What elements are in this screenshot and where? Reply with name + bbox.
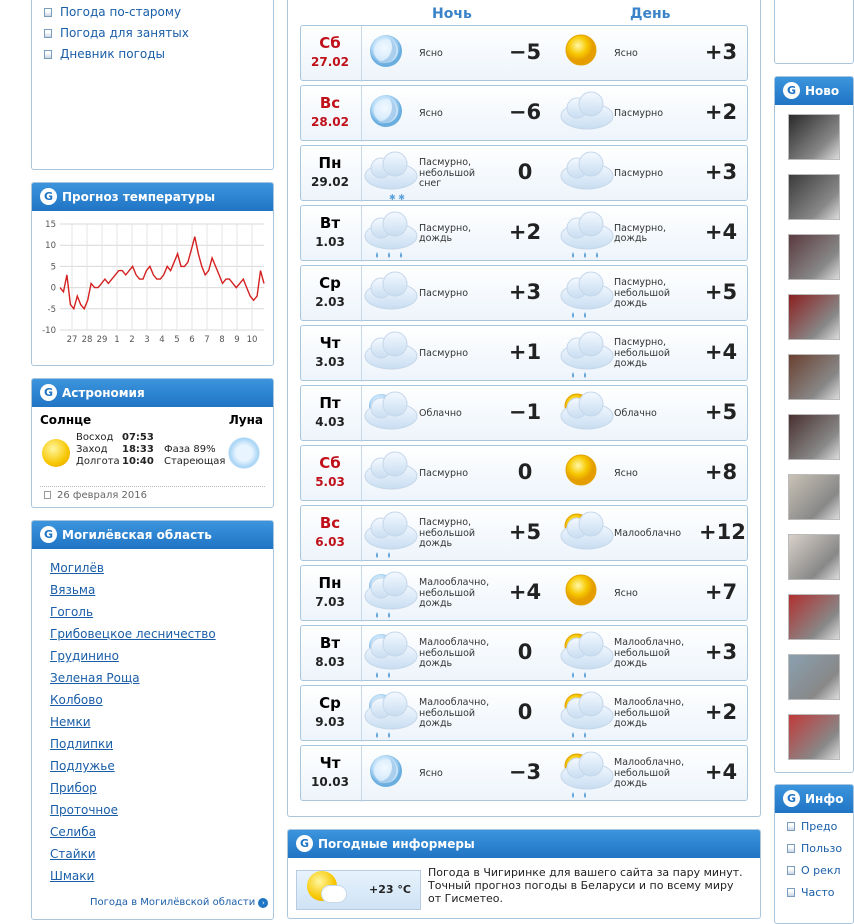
x-tick-label: 2 bbox=[129, 335, 135, 345]
region-link[interactable]: Шмаки bbox=[50, 869, 95, 883]
region-panel bbox=[31, 520, 274, 920]
night-description-text: Ясно bbox=[419, 107, 443, 119]
day-header: День bbox=[630, 6, 671, 22]
sunset-label: Заход bbox=[76, 444, 108, 455]
panel-title: Ново bbox=[805, 84, 840, 98]
night-weather-icon bbox=[359, 570, 421, 618]
day-description bbox=[614, 92, 694, 136]
day-description-text: Пасмурно, небольшой дождь bbox=[614, 337, 671, 370]
list-bullet-icon bbox=[787, 866, 795, 875]
day-description-text: Пасмурно, дождь bbox=[614, 222, 667, 244]
night-temperature: −5 bbox=[508, 40, 542, 64]
night-weather-icon bbox=[359, 150, 421, 202]
day-weather-icon bbox=[555, 570, 617, 618]
day-description bbox=[614, 212, 694, 256]
list-bullet-icon bbox=[44, 29, 52, 38]
list-bullet-icon bbox=[787, 844, 795, 853]
region-link[interactable]: Гоголь bbox=[50, 605, 94, 619]
night-weather-icon bbox=[359, 270, 421, 318]
x-tick-label: 5 bbox=[174, 335, 180, 345]
day-description-text: Малооблачно, небольшой дождь bbox=[614, 757, 685, 790]
night-weather-icon bbox=[359, 390, 421, 438]
region-link[interactable]: Немки bbox=[50, 715, 91, 729]
panel-title: Инфо bbox=[805, 792, 844, 806]
region-link[interactable]: Грудинино bbox=[50, 649, 119, 663]
weekday: Пт bbox=[319, 394, 341, 412]
news-thumbnail[interactable] bbox=[788, 354, 840, 400]
weekday: Вт bbox=[319, 634, 341, 652]
sunset-time: 18:33 bbox=[122, 444, 154, 455]
night-description bbox=[419, 152, 499, 196]
region-link[interactable]: Колбово bbox=[50, 693, 103, 707]
moon-label: Луна bbox=[228, 413, 263, 427]
moon-phase-name: Стареющая bbox=[164, 456, 226, 467]
forecast-row[interactable] bbox=[300, 25, 748, 81]
region-link[interactable]: Вязьма bbox=[50, 583, 96, 597]
news-thumbnail[interactable] bbox=[788, 114, 840, 160]
date: 3.03 bbox=[315, 355, 345, 369]
moon-icon bbox=[228, 437, 260, 469]
night-temperature: 0 bbox=[517, 700, 533, 724]
y-tick-label: -10 bbox=[42, 326, 56, 336]
weekday: Сб bbox=[319, 454, 341, 472]
date: 10.03 bbox=[311, 775, 349, 789]
top-link-item[interactable] bbox=[44, 5, 273, 26]
y-tick-label: 10 bbox=[45, 241, 56, 252]
night-description-text: Пасмурно bbox=[419, 347, 469, 359]
cloud-icon bbox=[321, 885, 347, 903]
weekday: Сб bbox=[319, 34, 341, 52]
arrow-circle-icon: › bbox=[258, 898, 268, 908]
date: 4.03 bbox=[315, 415, 345, 429]
night-weather-icon bbox=[359, 750, 421, 798]
day-temperature: +3 bbox=[704, 640, 738, 664]
divider bbox=[40, 486, 265, 487]
night-description bbox=[419, 332, 499, 376]
panel-header bbox=[32, 379, 273, 407]
x-tick-label: 4 bbox=[159, 335, 165, 345]
sun-label: Солнце bbox=[40, 413, 92, 427]
night-temperature: −6 bbox=[508, 100, 542, 124]
info-link-label: Часто bbox=[801, 886, 835, 899]
day-weather-icon bbox=[555, 450, 617, 498]
top-link-item[interactable] bbox=[44, 26, 273, 47]
top-link-label: Дневник погоды bbox=[60, 47, 165, 61]
weekday: Вс bbox=[319, 514, 341, 532]
y-tick-label: 0 bbox=[50, 283, 56, 294]
top-link-label: Погода по-старому bbox=[60, 5, 182, 19]
day-temperature: +4 bbox=[704, 760, 738, 784]
day-temperature: +2 bbox=[704, 700, 738, 724]
night-description bbox=[419, 752, 499, 796]
news-thumbnail[interactable] bbox=[788, 594, 840, 640]
day-description bbox=[614, 332, 694, 376]
night-temperature: +3 bbox=[508, 280, 542, 304]
info-link-label: Пользо bbox=[801, 842, 843, 855]
day-length-label: Долгота bbox=[76, 456, 120, 467]
day-description-text: Пасмурно bbox=[614, 167, 664, 179]
x-tick-label: 3 bbox=[144, 335, 150, 345]
night-description-text: Малооблачно, небольшой дождь bbox=[419, 577, 490, 610]
night-description-text: Ясно bbox=[419, 767, 443, 779]
night-weather-icon bbox=[359, 30, 421, 78]
date: 8.03 bbox=[315, 655, 345, 669]
night-header: Ночь bbox=[432, 6, 472, 22]
day-description bbox=[614, 152, 694, 196]
day-temperature: +3 bbox=[704, 40, 738, 64]
day-length: 10:40 bbox=[122, 456, 154, 467]
top-link-label: Погода для занятых bbox=[60, 26, 189, 40]
gismeteo-logo-icon: G bbox=[40, 384, 57, 401]
day-temperature: +12 bbox=[699, 520, 746, 544]
night-temperature: +5 bbox=[508, 520, 542, 544]
day-weather-icon bbox=[555, 30, 617, 78]
day-temperature: +8 bbox=[704, 460, 738, 484]
news-thumbnail[interactable] bbox=[788, 474, 840, 520]
weekday: Чт bbox=[319, 334, 341, 352]
top-link-item[interactable] bbox=[44, 47, 273, 68]
date: 7.03 bbox=[315, 595, 345, 609]
news-thumbnail[interactable] bbox=[788, 234, 840, 280]
region-more-link[interactable] bbox=[90, 897, 268, 908]
region-link[interactable]: Могилёв bbox=[50, 561, 104, 575]
info-link[interactable] bbox=[787, 886, 842, 908]
day-description-text: Малооблачно, небольшой дождь bbox=[614, 637, 685, 670]
news-thumbnail[interactable] bbox=[788, 294, 840, 340]
forecast-row[interactable] bbox=[300, 565, 748, 621]
night-description bbox=[419, 572, 499, 616]
list-bullet-icon bbox=[44, 8, 52, 17]
x-tick-label: 10 bbox=[246, 335, 258, 345]
info-link[interactable] bbox=[787, 842, 842, 864]
astronomy-panel bbox=[31, 378, 274, 508]
day-description bbox=[614, 692, 694, 736]
informers-panel bbox=[287, 829, 761, 919]
forecast-row[interactable] bbox=[300, 505, 748, 561]
night-temperature: +4 bbox=[508, 580, 542, 604]
temperature-chart bbox=[32, 212, 273, 364]
night-description bbox=[419, 512, 499, 556]
list-bullet-icon bbox=[787, 888, 795, 897]
day-temperature: +4 bbox=[704, 220, 738, 244]
day-temperature: +5 bbox=[704, 400, 738, 424]
forecast-row[interactable] bbox=[300, 325, 748, 381]
news-thumbnail[interactable] bbox=[788, 654, 840, 700]
night-description-text: Ясно bbox=[419, 47, 443, 59]
weekday: Вт bbox=[319, 214, 341, 232]
night-description bbox=[419, 212, 499, 256]
day-weather-icon bbox=[555, 390, 617, 438]
sunrise-label: Восход bbox=[76, 432, 114, 443]
day-weather-icon bbox=[555, 330, 617, 378]
date: 2.03 bbox=[315, 295, 345, 309]
region-link[interactable]: Селиба bbox=[50, 825, 96, 839]
x-tick-label: 1 bbox=[114, 335, 120, 345]
night-weather-icon bbox=[359, 450, 421, 498]
day-weather-icon bbox=[555, 690, 617, 738]
forecast-row[interactable] bbox=[300, 445, 748, 501]
day-description bbox=[614, 632, 694, 676]
day-description bbox=[614, 392, 694, 436]
x-tick-label: 29 bbox=[96, 335, 108, 345]
night-description bbox=[419, 452, 499, 496]
night-weather-icon bbox=[359, 510, 421, 558]
info-link[interactable] bbox=[787, 864, 842, 886]
panel-title: Прогноз температуры bbox=[62, 190, 216, 204]
day-temperature: +3 bbox=[704, 160, 738, 184]
forecast-row[interactable] bbox=[300, 145, 748, 201]
region-link[interactable]: Стайки bbox=[50, 847, 96, 861]
day-description bbox=[614, 752, 694, 796]
night-description bbox=[419, 392, 499, 436]
day-description-text: Ясно bbox=[614, 587, 638, 599]
moon-phase: Фаза 89% bbox=[164, 444, 216, 455]
forecast-row[interactable] bbox=[300, 205, 748, 261]
astro-date-text: 26 февраля 2016 bbox=[57, 490, 148, 501]
info-link-label: Предо bbox=[801, 820, 838, 833]
astro-date bbox=[44, 490, 147, 501]
weekday: Чт bbox=[319, 754, 341, 772]
date: 9.03 bbox=[315, 715, 345, 729]
x-tick-label: 9 bbox=[234, 335, 240, 345]
panel-header bbox=[288, 830, 760, 858]
x-tick-label: 6 bbox=[189, 335, 195, 345]
day-description-text: Малооблачно, небольшой дождь bbox=[614, 697, 685, 730]
day-weather-icon bbox=[555, 510, 617, 558]
date: 28.02 bbox=[311, 115, 349, 129]
informer-temp: +23 °C bbox=[369, 883, 411, 896]
night-description-text: Пасмурно bbox=[419, 467, 469, 479]
night-weather-icon bbox=[359, 210, 421, 258]
informer-preview[interactable] bbox=[296, 870, 421, 910]
svg-text:✱ ✱: ✱ ✱ bbox=[389, 193, 405, 202]
night-temperature: 0 bbox=[517, 640, 533, 664]
night-description-text: Облачно bbox=[419, 407, 462, 419]
panel-header bbox=[32, 183, 273, 211]
forecast-row[interactable] bbox=[300, 685, 748, 741]
day-description-text: Облачно bbox=[614, 407, 657, 419]
day-description bbox=[614, 32, 694, 76]
date: 29.02 bbox=[311, 175, 349, 189]
night-weather-icon bbox=[359, 630, 421, 678]
right-top-panel bbox=[774, 0, 854, 64]
panel-title: Погодные информеры bbox=[318, 837, 475, 851]
informer-description: Погода в Чигиринке для вашего сайта за пару минут. Точный прогноз погоды в Беларуси и по всему миру от Гисметео. bbox=[428, 866, 743, 905]
night-weather-icon bbox=[359, 690, 421, 738]
x-tick-label: 28 bbox=[81, 335, 93, 345]
news-thumbnail[interactable] bbox=[788, 534, 840, 580]
night-description-text: Пасмурно, небольшой снег bbox=[419, 157, 476, 190]
gismeteo-logo-icon: G bbox=[783, 790, 800, 807]
day-description bbox=[614, 512, 694, 556]
day-description-text: Малооблачно bbox=[614, 527, 682, 539]
night-description-text: Пасмурно, дождь bbox=[419, 222, 472, 244]
list-bullet-icon bbox=[787, 822, 795, 831]
forecast-row[interactable] bbox=[300, 385, 748, 441]
date: 27.02 bbox=[311, 55, 349, 69]
sunrise-row bbox=[76, 432, 154, 468]
day-description-text: Пасмурно bbox=[614, 107, 664, 119]
forecast-row[interactable] bbox=[300, 85, 748, 141]
night-temperature: +2 bbox=[508, 220, 542, 244]
y-tick-label: -5 bbox=[47, 304, 56, 315]
day-temperature: +4 bbox=[704, 340, 738, 364]
x-tick-label: 27 bbox=[66, 335, 78, 345]
night-description bbox=[419, 632, 499, 676]
night-description-text: Малооблачно, небольшой дождь bbox=[419, 637, 490, 670]
weekday: Ср bbox=[319, 694, 341, 712]
day-temperature: +7 bbox=[704, 580, 738, 604]
info-panel bbox=[774, 784, 854, 924]
gismeteo-logo-icon: G bbox=[296, 835, 313, 852]
day-temperature: +2 bbox=[704, 100, 738, 124]
info-link[interactable] bbox=[787, 820, 842, 842]
sun-icon bbox=[42, 439, 70, 467]
day-weather-icon bbox=[555, 270, 617, 318]
panel-title: Астрономия bbox=[62, 386, 145, 400]
day-weather-icon bbox=[555, 750, 617, 798]
forecast-row[interactable] bbox=[300, 625, 748, 681]
temperature-forecast-panel bbox=[31, 182, 274, 366]
weekday: Вс bbox=[319, 94, 341, 112]
date: 6.03 bbox=[315, 535, 345, 549]
night-weather-icon bbox=[359, 90, 421, 138]
info-link-label: О рекл bbox=[801, 864, 841, 877]
night-description-text: Пасмурно bbox=[419, 287, 469, 299]
night-temperature: −1 bbox=[508, 400, 542, 424]
night-temperature: 0 bbox=[517, 160, 533, 184]
date: 5.03 bbox=[315, 475, 345, 489]
top-links-panel bbox=[31, 0, 274, 170]
day-weather-icon bbox=[555, 210, 617, 258]
sunrise-time: 07:53 bbox=[122, 432, 154, 443]
weekday: Пн bbox=[318, 154, 342, 172]
night-description bbox=[419, 692, 499, 736]
day-weather-icon bbox=[555, 630, 617, 678]
forecast-row[interactable] bbox=[300, 745, 748, 801]
region-link[interactable]: Подлужье bbox=[50, 759, 115, 773]
day-weather-icon bbox=[555, 150, 617, 198]
news-thumbnail[interactable] bbox=[788, 414, 840, 460]
date: 1.03 bbox=[315, 235, 345, 249]
news-thumbnail[interactable] bbox=[788, 714, 840, 760]
region-more-text: Погода в Могилёвской области bbox=[90, 897, 256, 908]
day-description-text: Ясно bbox=[614, 47, 638, 59]
region-link[interactable]: Проточное bbox=[50, 803, 118, 817]
calendar-icon bbox=[44, 491, 51, 499]
region-link[interactable]: Подлипки bbox=[50, 737, 114, 751]
region-link[interactable]: Грибовецкое лесничество bbox=[50, 627, 216, 641]
day-description-text: Ясно bbox=[614, 467, 638, 479]
y-tick-label: 5 bbox=[50, 262, 56, 273]
night-description bbox=[419, 92, 499, 136]
night-temperature: −3 bbox=[508, 760, 542, 784]
weekday: Ср bbox=[319, 274, 341, 292]
news-thumbnail[interactable] bbox=[788, 174, 840, 220]
day-description bbox=[614, 272, 694, 316]
forecast-row[interactable] bbox=[300, 265, 748, 321]
night-weather-icon bbox=[359, 330, 421, 378]
gismeteo-logo-icon: G bbox=[40, 526, 57, 543]
moon-phase-text bbox=[164, 444, 225, 468]
x-tick-label: 8 bbox=[219, 335, 225, 345]
panel-header bbox=[775, 77, 853, 105]
night-description bbox=[419, 32, 499, 76]
panel-header bbox=[32, 521, 273, 549]
y-tick-label: 15 bbox=[45, 220, 56, 230]
day-description bbox=[614, 572, 694, 616]
day-description-text: Пасмурно, небольшой дождь bbox=[614, 277, 671, 310]
night-temperature: +1 bbox=[508, 340, 542, 364]
day-temperature: +5 bbox=[704, 280, 738, 304]
panel-title: Могилёвская область bbox=[62, 528, 212, 542]
weekday: Пн bbox=[318, 574, 342, 592]
x-tick-label: 7 bbox=[204, 335, 210, 345]
gismeteo-logo-icon: G bbox=[783, 82, 800, 99]
day-weather-icon bbox=[555, 90, 617, 138]
night-description-text: Пасмурно, небольшой дождь bbox=[419, 517, 476, 550]
region-link[interactable]: Зеленая Роща bbox=[50, 671, 140, 685]
region-link[interactable]: Прибор bbox=[50, 781, 97, 795]
night-description-text: Малооблачно, небольшой дождь bbox=[419, 697, 490, 730]
day-description bbox=[614, 452, 694, 496]
night-description bbox=[419, 272, 499, 316]
panel-header bbox=[775, 785, 853, 813]
night-temperature: 0 bbox=[517, 460, 533, 484]
gismeteo-logo-icon: G bbox=[40, 188, 57, 205]
list-bullet-icon bbox=[44, 50, 52, 59]
